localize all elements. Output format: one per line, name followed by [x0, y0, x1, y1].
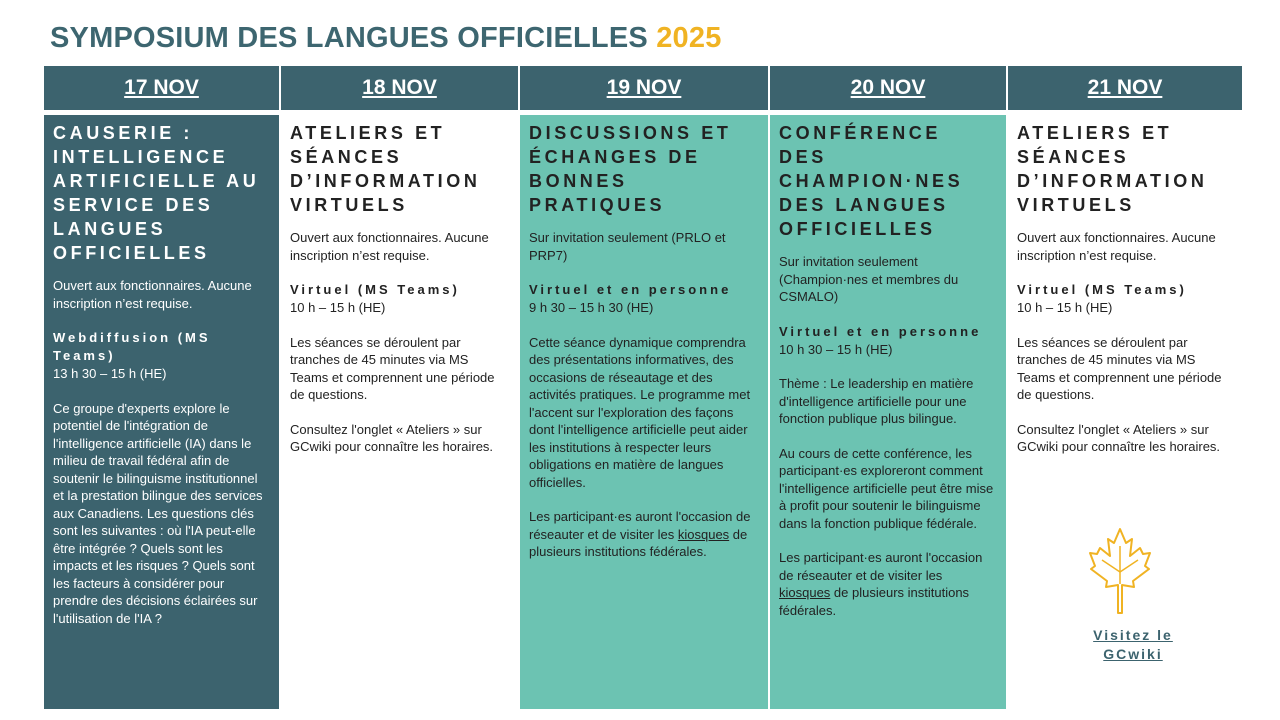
day-header-19: 19 NOV [520, 66, 768, 110]
kiosques-link[interactable]: kiosques [779, 585, 831, 600]
session-description: Ce groupe d'experts explore le potentiel de l'intégration de l'intelligence artificielle (IA) dans le milieu de travail fédéral afin de soutenir le bilinguisme institutionnel et la prestation bilingue des services aux Canadiens. Les questions clés sont les suivantes : où l'IA peut-elle être intégrée ? Quels sont les impacts et les risques ? Quels sont les facteurs à considérer pour prendre des décisions éclairées sur l'utilisation de l'IA ? [53, 400, 263, 626]
session-note: Consultez l'onglet « Ateliers » sur GCwiki pour connaître les horaires. [1017, 421, 1221, 454]
session-mode: Webdiffusion (MS Teams) [53, 330, 211, 363]
session-title: ATELIERS ET SÉANCES D’INFORMATION VIRTUELS [290, 123, 481, 215]
session-description: Les séances se déroulent par tranches de 45 minutes via MS Teams et comprennent une période de questions. [290, 334, 495, 402]
session-audience: Sur invitation seulement (PRLO et PRP7) [529, 230, 726, 263]
session-audience: Sur invitation seulement (Champion·nes et membres du CSMALO) [779, 254, 959, 304]
session-time: 10 h – 15 h (HE) [290, 300, 386, 315]
session-audience: Ouvert aux fonctionnaires. Aucune inscription n’est requise. [53, 278, 252, 311]
day-header-17: 17 NOV [44, 66, 279, 110]
visit-gcwiki-link[interactable]: Visitez le GCwiki [1093, 627, 1173, 662]
session-title: DISCUSSIONS ET ÉCHANGES DE BONNES PRATIQUES [529, 123, 732, 215]
note-text: Les participant·es auront l'occasion de réseauter et de visiter les [529, 509, 751, 542]
session-audience: Ouvert aux fonctionnaires. Aucune inscription n’est requise. [290, 230, 489, 263]
session-mode: Virtuel et en personne [779, 323, 982, 339]
title-text: SYMPOSIUM DES LANGUES OFFICIELLES [50, 22, 648, 54]
session-time: 10 h 30 – 15 h (HE) [779, 341, 893, 357]
maple-leaf-icon [1088, 526, 1152, 614]
session-note: Consultez l'onglet « Ateliers » sur GCwiki pour connaître les horaires. [290, 421, 494, 454]
session-description: Les séances se déroulent par tranches de 45 minutes via MS Teams et comprennent une période de questions. [1017, 334, 1222, 402]
session-note [779, 549, 997, 619]
day-column-21 [1008, 115, 1242, 709]
session-mode: Virtuel et en personne [529, 282, 732, 297]
note-text: de plusieurs institutions fédérales. [779, 585, 970, 618]
day-column-17 [44, 115, 279, 709]
session-title: CAUSERIE : INTELLIGENCE ARTIFICIELLE AU SERVICE DES LANGUES OFFICIELLES [53, 123, 260, 263]
day-header-18: 18 NOV [281, 66, 518, 110]
day-header-20: 20 NOV [770, 66, 1006, 110]
session-audience: Ouvert aux fonctionnaires. Aucune inscription n’est requise. [1017, 230, 1216, 263]
session-description: Cette séance dynamique comprendra des présentations informatives, des occasions de réseautage et des activités pratiques. Le programme met l'accent sur l'exploration des façons dont l'intelligence artificielle peut aider les institutions à respecter leurs obligations en matière de langues officielles. [529, 334, 751, 490]
note-text: Les participant·es auront l'occasion de réseauter et de visiter les [779, 550, 983, 583]
page-title [50, 22, 722, 55]
kiosques-link[interactable]: kiosques [677, 526, 730, 542]
session-theme: Thème : Le leadership en matière d'intelligence artificielle pour une fonction publique plus bilingue. [779, 376, 974, 426]
session-time: 13 h 30 – 15 h (HE) [53, 366, 167, 381]
day-column-19 [520, 115, 768, 709]
day-header-21: 21 NOV [1008, 66, 1242, 110]
session-mode: Virtuel (MS Teams) [290, 282, 460, 297]
session-time: 9 h 30 – 15 h 30 (HE) [529, 300, 654, 315]
day-column-18 [281, 115, 518, 709]
session-description: Au cours de cette conférence, les participant·es exploreront comment l'intelligence artificielle peut être mise à profit pour soutenir le bilinguisme dans la fonction publique fédérale. [779, 445, 994, 531]
day-column-20 [770, 115, 1006, 709]
note-text: de plusieurs institutions fédérales. [529, 526, 748, 559]
session-title: ATELIERS ET SÉANCES D’INFORMATION VIRTUELS [1017, 123, 1208, 215]
title-year: 2025 [656, 22, 722, 54]
session-time: 10 h – 15 h (HE) [1017, 300, 1113, 315]
session-title: CONFÉRENCE DES CHAMPION·NES DES LANGUES OFFICIELLES [779, 123, 964, 239]
session-mode: Virtuel (MS Teams) [1017, 282, 1187, 297]
session-note [529, 508, 759, 561]
